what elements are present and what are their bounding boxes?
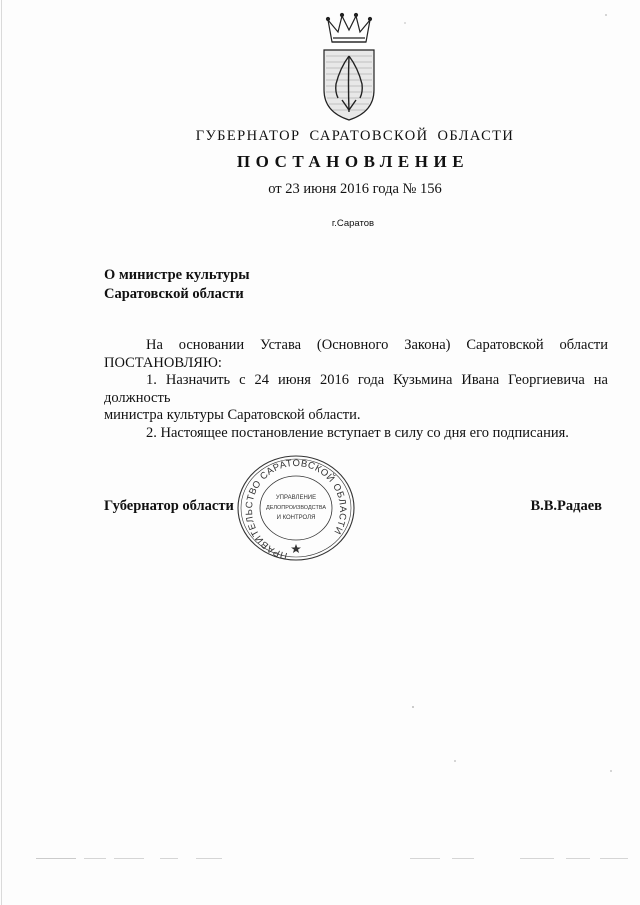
body-paragraph-basis: На основании Устава (Основного Закона) Саратовской области (146, 337, 608, 353)
star-icon (291, 544, 301, 553)
stamp-inner-line: И КОНТРОЛЯ (276, 515, 316, 521)
official-stamp (234, 452, 358, 564)
document-city: г.Саратов (331, 218, 375, 229)
subject-line: О министре культуры (104, 267, 250, 283)
document-body (104, 337, 608, 442)
body-item-1-continuation: министра культуры Саратовской области. (104, 407, 361, 423)
coat-of-arms-icon (318, 12, 380, 122)
body-item-2: 2. Настоящее постановление вступает в силу со дня его подписания. (146, 424, 569, 441)
body-decree-word: ПОСТАНОВЛЯЮ: (104, 354, 222, 371)
body-item-1: 1. Назначить с 24 июня 2016 года Кузьмина Ивана Георгиевича на должность (104, 372, 608, 406)
stamp-ring-text: ПРАВИТЕЛЬСТВО САРАТОВСКОЙ ОБЛАСТИ (243, 457, 349, 562)
document-date-number: от 23 июня 2016 года № 156 (268, 181, 442, 197)
stamp-inner-line: УПРАВЛЕНИЕ (275, 495, 317, 501)
stamp-inner-line: ДЕЛОПРОИЗВОДСТВА (265, 505, 327, 511)
document-type-title: ПОСТАНОВЛЕНИЕ (236, 152, 470, 171)
signature-name: В.В.Радаев (530, 498, 602, 514)
issuer-heading: ГУБЕРНАТОР САРАТОВСКОЙ ОБЛАСТИ (195, 128, 515, 144)
subject-line: Саратовской области (104, 286, 244, 302)
signature-title: Губернатор области (104, 498, 234, 514)
document-subject (104, 266, 250, 304)
